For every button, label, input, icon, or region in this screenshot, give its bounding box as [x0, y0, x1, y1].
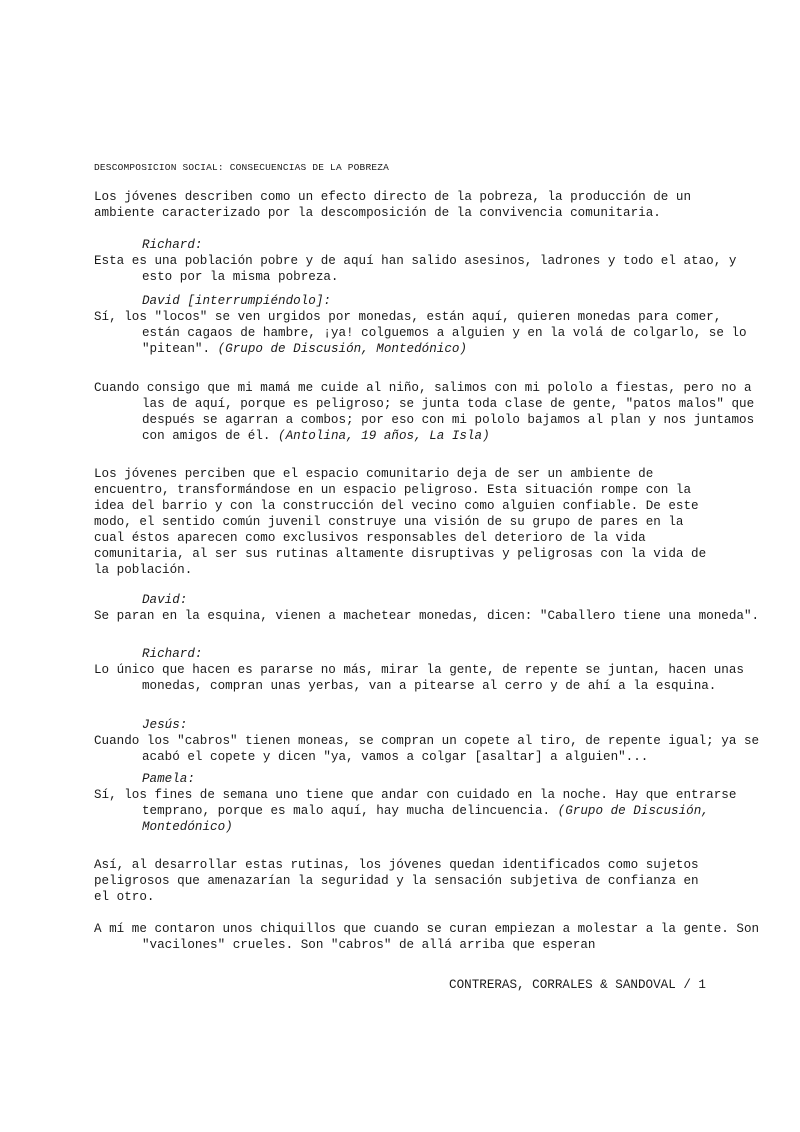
- speaker-jesus: Jesús:: [142, 718, 188, 732]
- citation-antolina: (Antolina, 19 años, La Isla): [278, 429, 490, 443]
- speaker-pamela: Pamela:: [142, 772, 195, 786]
- quote-david-2: Se paran en la esquina, vienen a machetear monedas, dicen: "Caballero tiene una moneda".: [94, 609, 760, 623]
- quote-antolina: [94, 380, 762, 444]
- quote-last: A mí me contaron unos chiquillos que cuando se curan empiezan a molestar a la gente. Son "vacilones" crueles. Son "cabros" de allá arriba que esperan: [94, 922, 760, 952]
- intro-paragraph: Los jóvenes describen como un efecto directo de la pobreza, la producción de un ambiente caracterizado por la descomposición de la convivencia comunitaria.: [94, 190, 692, 220]
- quote-antolina-text: Cuando consigo que mi mamá me cuide al niño, salimos con mi pololo a fiestas, pero no a las de aquí, porque es peligroso; se junta toda clase de gente, "patos malos" que después se agarran a combos; por eso con mi pololo bajamos al plan y nos juntamos con amigos de él.: [94, 381, 755, 443]
- quote-pamela: [94, 787, 762, 835]
- speaker-richard-2: Richard:: [142, 647, 203, 661]
- quote-jesus: Cuando los "cabros" tienen moneas, se compran un copete al tiro, de repente igual; ya se acabó el copete y dicen "ya, vamos a colgar [asaltar] a alguien"...: [94, 734, 760, 764]
- quote-david: [94, 309, 762, 357]
- speaker-david-2: David:: [142, 593, 188, 607]
- citation-grupo-2: (Grupo de Discusión, Montedónico): [142, 804, 709, 834]
- quote-david-text: Sí, los "locos" se ven urgidos por monedas, están aquí, quieren monedas para comer, están cagaos de hambre, ¡ya! colguemos a alguien y en la volá de colgarlo, se lo "pitean".: [94, 310, 747, 356]
- page-footer: CONTRERAS, CORRALES & SANDOVAL / 1: [449, 978, 706, 992]
- quote-richard-2: Lo único que hacen es pararse no más, mirar la gente, de repente se juntan, hacen unas monedas, compran unas yerbas, van a pitearse al cerro y de ahí a la esquina.: [94, 663, 744, 693]
- body-paragraph-3: Así, al desarrollar estas rutinas, los jóvenes quedan identificados como sujetos peligrosos que amenazarían la seguridad y la sensación subjetiva de confianza en el otro.: [94, 858, 699, 904]
- quote-richard: Esta es una población pobre y de aquí han salido asesinos, ladrones y todo el atao, y esto por la misma pobreza.: [94, 254, 737, 284]
- citation-grupo-1: (Grupo de Discusión, Montedónico): [217, 342, 467, 356]
- body-paragraph-2: Los jóvenes perciben que el espacio comunitario deja de ser un ambiente de encuentro, transformándose en un espacio peligroso. Esta situación rompe con la idea del barrio y con la construcción del vecino como alguien confiable. De este modo, el sentido común juvenil construye una visión de su grupo de pares en la cual éstos aparecen como exclusivos responsables del deterioro de la vida comunitaria, al ser sus rutinas altamente disruptivas y peligrosas con la vida de la población.: [94, 467, 707, 577]
- quote-pamela-text: Sí, los fines de semana uno tiene que andar con cuidado en la noche. Hay que entrarse temprano, porque es malo aquí, hay mucha delincuencia.: [94, 788, 737, 818]
- speaker-david: David [interrumpiéndolo]:: [142, 294, 331, 308]
- speaker-richard: Richard:: [142, 238, 203, 252]
- section-heading: DESCOMPOSICION SOCIAL: CONSECUENCIAS DE LA POBREZA: [94, 162, 390, 173]
